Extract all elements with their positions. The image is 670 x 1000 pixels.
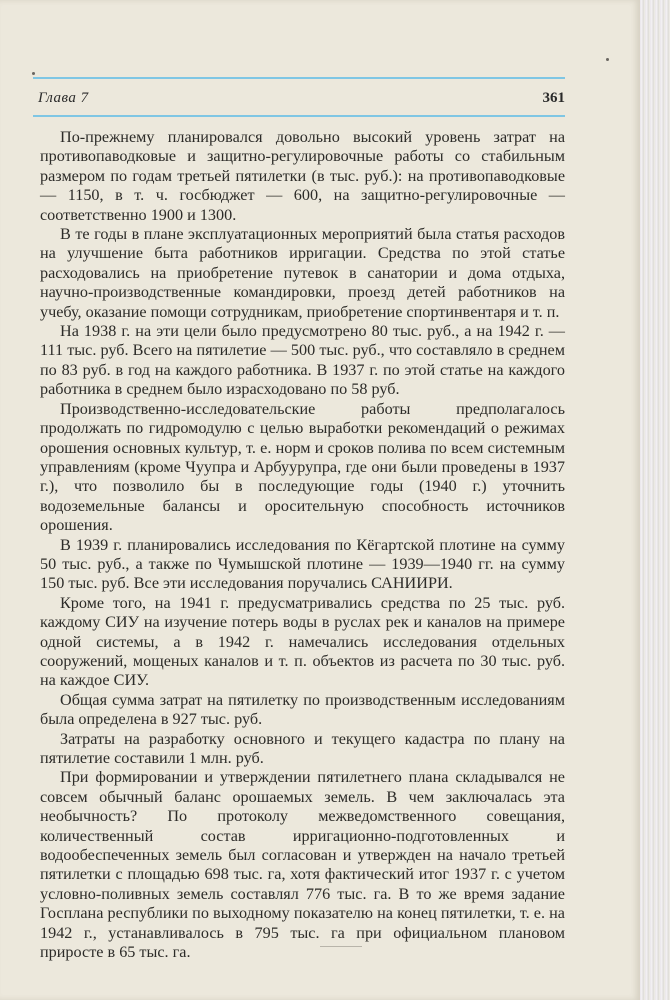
paragraph-1939-studies: В 1939 г. планировались исследования по Кёгартской плотине на сумму 50 тыс. руб., а также по Чумышской плотине — 1939—1940 гг. на сумму 150 тыс. руб. Все эти исследования поручались САНИИРИ. <box>40 535 565 593</box>
paragraph-total-research: Общая сумма затрат на пятилетку по производственным исследованиям была определена в 927 тыс. руб. <box>40 690 565 729</box>
paragraph-cadastre: Затраты на разработку основного и текущего кадастра по плану на пятилетие составили 1 млн. руб. <box>40 729 565 767</box>
paragraph-research-works: Производственно-исследовательские работы предполагалось продолжать по гидромодулю с целью выработки рекомендаций о режимах орошения основных культур, т. е. норм и сроков полива по всем системным управлениям (кроме Чуупра и Арбуурупра, где они были проведены в 1937 г.), что позволило бы в последующие годы (1940 г.) уточнить водоземельные балансы и оросительную способность источников орошения. <box>40 399 565 535</box>
paragraph-land-balance: При формировании и утверждении пятилетнего плана складывался не совсем обычный баланс орошаемых земель. В чем заключалась эта необычность? По протоколу межведомственного совещания, количественный состав ирригационно-подготовленных и водообеспеченных земель был согласован и утвержден на начало третьей пятилетки с площадью 698 тыс. га, хотя фактический итог 1937 г. с учетом условно-поливных земель составлял 776 тыс. га. В то же время задание Госплана республики по выходному показателю на конец пятилетки, т. е. на 1942 г., устанавливалось в 795 тыс. га при официальном плановом приросте в 65 тыс. га. <box>40 768 565 962</box>
page-body <box>40 128 565 962</box>
paragraph-flood-protection: По-прежнему планировался довольно высокий уровень затрат на противопаводковые и защитно-регулировочные работы со стабильным размером по годам третьей пятилетки (в тыс. руб.): на противопаводковые — 1150, в т. ч. госбюджет — 600, на защитно-регулировочные — соответственно 1900 и 1300. <box>40 128 565 224</box>
header-top-rule <box>33 77 565 79</box>
paragraph-welfare-expenses: В те годы в плане эксплуатационных мероприятий была статья расходов на улучшение быта работников ирригации. Средства по этой статье расходовались на приобретение путевок в санатории и дома отдыха, научно-производственные командировки, проезд детей работников на учебу, оказание помощи сотрудникам, приобретение спортинвентаря и т. п. <box>40 225 565 321</box>
paragraph-1938-allocation: На 1938 г. на эти цели было предусмотрено 80 тыс. руб., а на 1942 г. — 111 тыс. руб. Всего на пятилетие — 500 тыс. руб., что составляло в среднем по 83 руб. в год на каждого работника. В 1937 г. по этой статье на каждого работника в среднем было израсходовано по 58 руб. <box>40 322 565 399</box>
speck <box>32 72 35 75</box>
bottom-mark <box>320 946 362 947</box>
running-header <box>38 90 565 108</box>
chapter-title: Глава 7 <box>38 90 89 106</box>
paragraph-1941-funds: Кроме того, на 1941 г. предусматривались средства по 25 тыс. руб. каждому СИУ на изучение потерь воды в руслах рек и каналов на примере одной системы, а в 1942 г. намечались исследования отдельных сооружений, мощеных каналов и т. п. объектов из расчета по 30 тыс. руб. на каждое СИУ. <box>40 593 565 690</box>
header-bottom-rule <box>33 115 565 117</box>
page-number: 361 <box>542 90 565 106</box>
speck <box>606 58 609 61</box>
page-edge-stack <box>640 0 670 1000</box>
